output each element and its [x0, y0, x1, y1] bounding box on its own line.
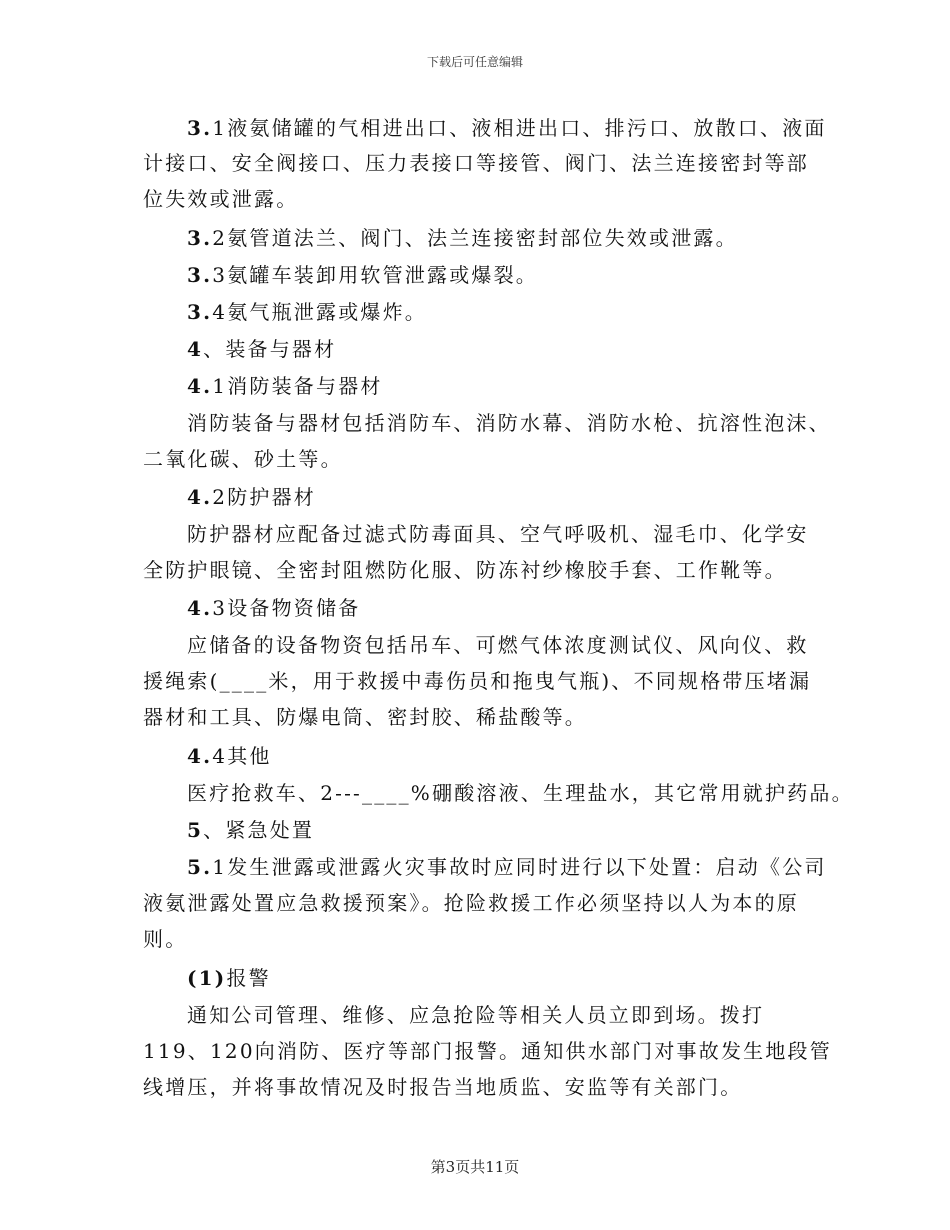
body-line: 5.1发生泄露或泄露火灾事故时应同时进行以下处置：启动《公司	[187, 855, 827, 879]
section-heading: 5、紧急处置	[187, 818, 315, 842]
page-header: 下载后可任意编辑	[426, 55, 523, 69]
body-line: 计接口、安全阀接口、压力表接口等接管、阀门、法兰连接密封等部	[143, 151, 809, 175]
body-line: 防护器材应配备过滤式防毒面具、空气呼吸机、湿毛巾、化学安	[187, 522, 809, 546]
body-line: 位失效或泄露。	[143, 187, 299, 211]
body-line: 援绳索(____米，用于救援中毒伤员和拖曳气瓶)、不同规格带压堵漏	[143, 669, 812, 693]
body-line: 3.1液氨储罐的气相进出口、液相进出口、排污口、放散口、液面	[187, 116, 827, 140]
section-heading: 4、装备与器材	[187, 337, 337, 361]
body-line: 应储备的设备物资包括吊车、可燃气体浓度测试仪、风向仪、救	[187, 633, 809, 657]
body-line: 器材和工具、防爆电筒、密封胶、稀盐酸等。	[143, 705, 587, 729]
body-line: 则。	[143, 927, 188, 951]
body-line: 3.4氨气瓶泄露或爆炸。	[187, 300, 428, 324]
subsection-heading: 4.1消防装备与器材	[187, 374, 383, 398]
body-line: 3.2氨管道法兰、阀门、法兰连接密封部位失效或泄露。	[187, 226, 738, 250]
body-line: 线增压，并将事故情况及时报告当地质监、安监等有关部门。	[143, 1075, 743, 1099]
item-heading: (1)报警	[187, 966, 271, 990]
body-line: 二氧化碳、砂土等。	[143, 447, 343, 471]
body-line: 消防装备与器材包括消防车、消防水幕、消防水枪、抗溶性泡沫、	[187, 411, 831, 435]
body-line: 全防护眼镜、全密封阻燃防化服、防冻衬纱橡胶手套、工作靴等。	[143, 558, 787, 582]
body-line: 医疗抢救车、2---____%硼酸溶液、生理盐水，其它常用就护药品。	[187, 781, 854, 805]
body-line: 119、120向消防、医疗等部门报警。通知供水部门对事故发生地段管	[143, 1039, 832, 1063]
body-line: 通知公司管理、维修、应急抢险等相关人员立即到场。拨打	[187, 1003, 765, 1027]
body-line: 3.3氨罐车装卸用软管泄露或爆裂。	[187, 263, 539, 287]
subsection-heading: 4.3设备物资储备	[187, 596, 361, 620]
body-line: 液氨泄露处置应急救援预案》。抢险救援工作必须坚持以人为本的原	[143, 891, 799, 915]
page-footer: 第3页共11页	[430, 1158, 520, 1176]
subsection-heading: 4.2防护器材	[187, 485, 317, 509]
subsection-heading: 4.4其他	[187, 744, 272, 768]
